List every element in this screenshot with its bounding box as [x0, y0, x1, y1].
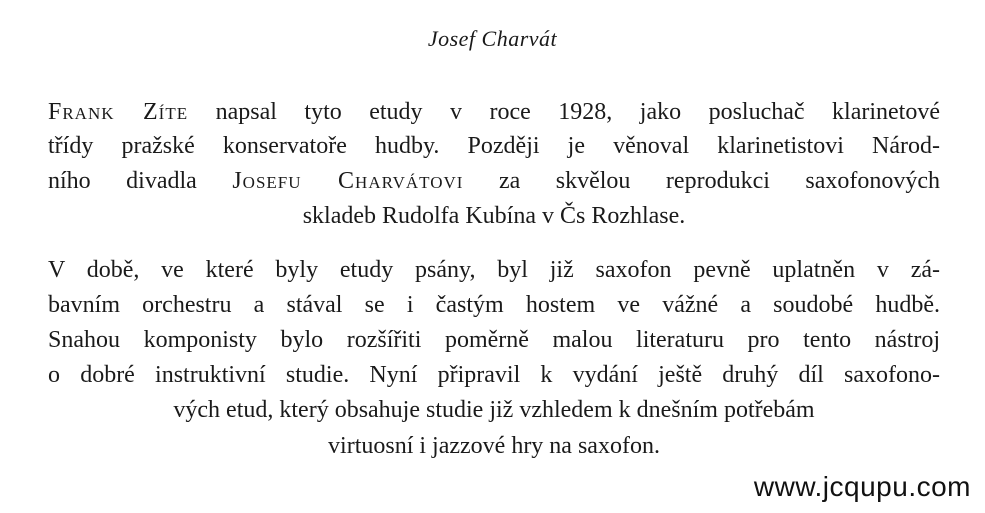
paragraph-1-line-3: [48, 165, 940, 197]
paragraph-1-line-1-text: napsal tyto etudy v roce 1928, jako posluchač klarinetové: [188, 99, 941, 125]
paragraph-1-line-3-rest: za skvělou reprodukci saxofonových: [498, 168, 941, 194]
paragraph-2-line-6: virtuosní i jazzové hry na saxofon.: [328, 433, 660, 459]
paragraph-1-line-3-start: ního divadla: [48, 168, 197, 194]
dedicatee-name: Josefu Charvátovi: [232, 168, 464, 194]
paragraph-1-line-1: [48, 96, 940, 128]
paragraph-2-line-5: vých etud, který obsahuje studie již vzhledem k dnešním potřebám: [173, 397, 815, 423]
paragraph-1-line-2: třídy pražské konservatoře hudby. Později je věnoval klarinetistovi Národ-: [48, 133, 940, 159]
paragraph-2-line-1: V době, ve které byly etudy psány, byl již saxofon pevně uplatněn v zá-: [48, 257, 940, 283]
paragraph-2-line-2: bavním orchestru a stával se i častým hostem ve vážné a soudobé hudbě.: [48, 292, 940, 318]
paragraph-2-line-3: Snahou komponisty bylo rozšířiti poměrně malou literaturu pro tento nástroj: [48, 327, 940, 353]
watermark-url: www.jcqupu.com: [753, 471, 971, 502]
paragraph-2-line-4: o dobré instruktivní studie. Nyní připravil k vydání ještě druhý díl saxofono-: [48, 362, 940, 388]
paragraph-1-line-4: skladeb Rudolfa Kubína v Čs Rozhlase.: [302, 203, 686, 229]
page-header-author: Josef Charvát: [427, 26, 558, 51]
composer-name: Frank Zíte: [48, 99, 189, 125]
